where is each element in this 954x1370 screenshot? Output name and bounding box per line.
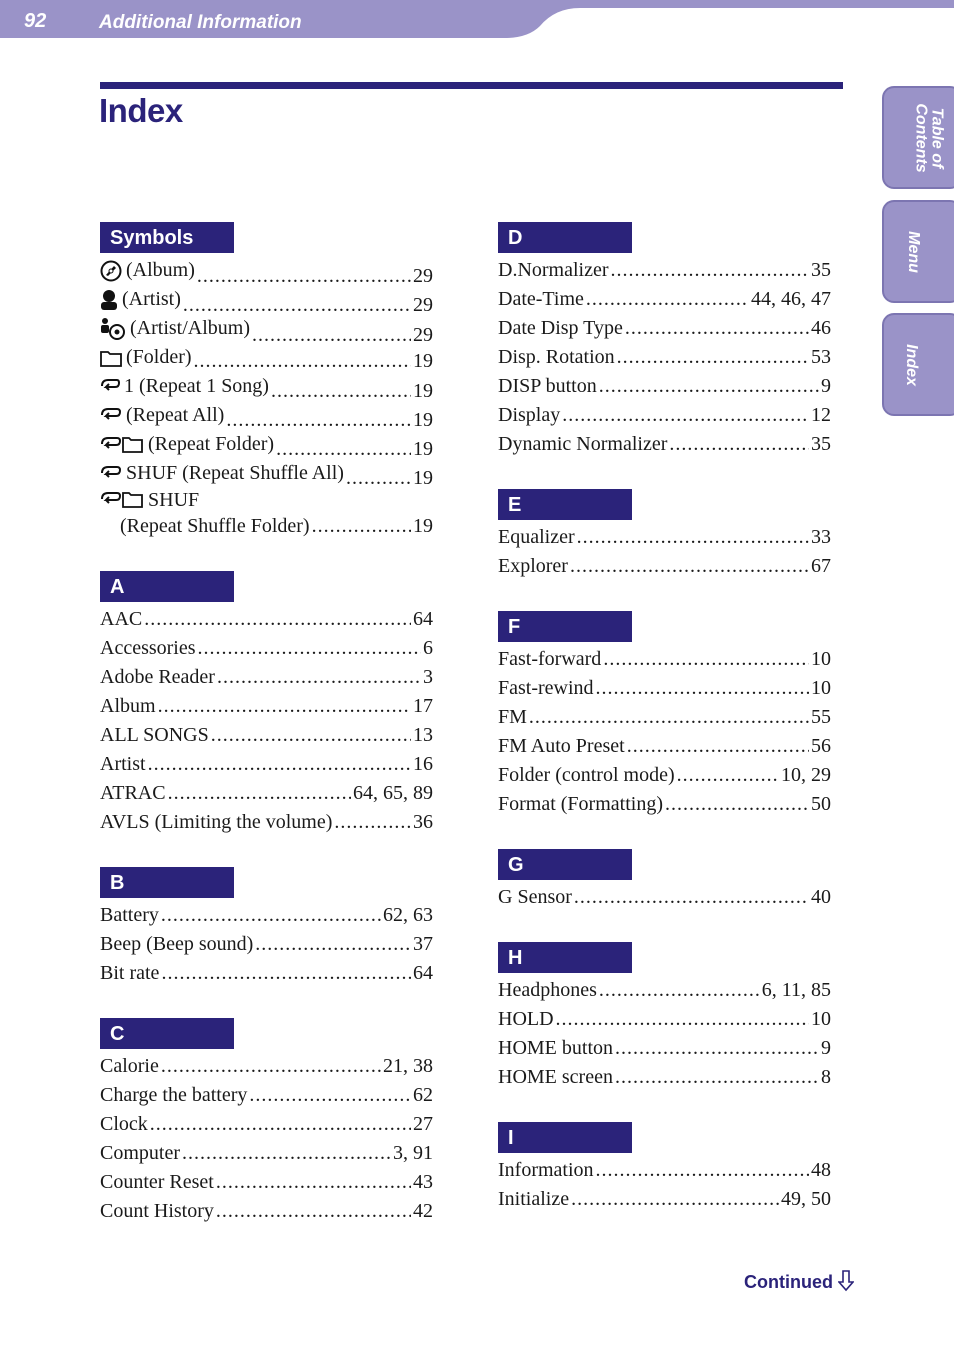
index-entry[interactable] (100, 1168, 433, 1197)
section-label: Additional Information (99, 12, 302, 33)
dot-leader (627, 732, 809, 761)
index-entry[interactable] (498, 285, 831, 314)
dot-leader (617, 343, 809, 372)
index-term: SHUF (148, 489, 200, 511)
page-reference[interactable]: 44, 46, 47 (751, 288, 831, 310)
dot-leader (574, 883, 809, 912)
index-entry[interactable] (498, 883, 831, 912)
page-reference[interactable]: 62 (413, 1084, 433, 1106)
index-term: (Repeat All) (126, 404, 225, 426)
index-entry[interactable] (498, 761, 831, 790)
index-term: Initialize (498, 1188, 570, 1210)
page-reference[interactable]: 56 (811, 735, 831, 757)
index-term: Adobe Reader (100, 666, 215, 688)
index-section-c (100, 1018, 433, 1226)
index-term: HOME screen (498, 1066, 613, 1088)
index-entry[interactable] (100, 459, 433, 488)
page-reference[interactable]: 12 (811, 404, 831, 426)
index-letter-header: H (498, 942, 632, 973)
page-reference[interactable]: 33 (811, 526, 831, 548)
page-reference[interactable]: 19 (413, 379, 433, 402)
dot-leader (625, 314, 809, 343)
index-term: Date-Time (498, 288, 584, 310)
dot-leader (197, 262, 411, 291)
index-entry[interactable] (100, 808, 433, 837)
dot-leader (211, 721, 411, 750)
page-reference[interactable]: 3, 91 (393, 1142, 433, 1164)
page-reference[interactable]: 64, 65, 89 (353, 782, 433, 804)
index-term: AAC (100, 608, 143, 630)
index-term: Beep (Beep sound) (100, 933, 254, 955)
page-reference[interactable]: 27 (413, 1113, 433, 1135)
repeat-one-icon (100, 377, 120, 397)
page-reference[interactable]: 9 (821, 1037, 831, 1059)
index-term: ALL SONGS (100, 724, 209, 746)
index-entry[interactable] (100, 779, 433, 808)
index-letter-header: B (100, 867, 234, 898)
index-entry[interactable] (100, 1110, 433, 1139)
dot-leader (255, 930, 411, 959)
index-term: Information (498, 1159, 594, 1181)
index-term: Fast-rewind (498, 677, 594, 699)
repeat-shuffle-icon (100, 464, 122, 484)
index-letter-header: Symbols (100, 222, 234, 253)
index-entry[interactable] (498, 256, 831, 285)
index-column-right (498, 222, 831, 1244)
index-term: HOME button (498, 1037, 613, 1059)
index-term: Bit rate (100, 962, 160, 984)
page-reference[interactable]: 19 (413, 408, 433, 431)
index-section-f (498, 611, 831, 819)
dot-leader (570, 552, 809, 581)
continued-label: Continued (744, 1272, 833, 1292)
dot-leader (161, 901, 381, 930)
page-title: Index (99, 92, 183, 129)
page-reference[interactable]: 8 (821, 1066, 831, 1088)
dot-leader (571, 1185, 779, 1214)
dot-leader (562, 401, 809, 430)
index-letter-header: E (498, 489, 632, 520)
page-reference[interactable]: 10, 29 (781, 764, 831, 786)
index-entry[interactable] (100, 1081, 433, 1110)
index-entry[interactable] (498, 523, 831, 552)
page-reference[interactable]: 17 (413, 695, 433, 717)
index-term: Computer (100, 1142, 180, 1164)
dot-leader (556, 1005, 809, 1034)
index-entry[interactable] (100, 512, 433, 541)
index-entry[interactable] (100, 401, 433, 430)
dot-leader (161, 1052, 381, 1081)
index-term: Count History (100, 1200, 214, 1222)
index-term: (Artist) (122, 288, 181, 310)
dot-leader (182, 1139, 391, 1168)
index-term: Charge the battery (100, 1084, 248, 1106)
index-term: Headphones (498, 979, 597, 1001)
page-reference[interactable]: 53 (811, 346, 831, 368)
index-term: Clock (100, 1113, 148, 1135)
index-entry[interactable] (100, 1197, 433, 1226)
index-section-d (498, 222, 831, 459)
index-entry[interactable] (498, 1034, 831, 1063)
dot-leader (596, 674, 809, 703)
index-letter-header: F (498, 611, 632, 642)
dot-leader (217, 663, 421, 692)
dot-leader (529, 703, 809, 732)
index-letter-header: A (100, 571, 234, 602)
artist-icon (100, 289, 118, 311)
page-reference[interactable]: 64 (413, 608, 433, 630)
folder-icon (100, 349, 122, 367)
index-letter-header: C (100, 1018, 234, 1049)
index-entry[interactable] (100, 721, 433, 750)
index-term: SHUF (Repeat Shuffle All) (126, 462, 344, 484)
index-entry[interactable] (100, 930, 433, 959)
page-reference[interactable]: 13 (413, 724, 433, 746)
page-reference[interactable]: 46 (811, 317, 831, 339)
dot-leader (615, 1063, 819, 1092)
index-term: (Album) (126, 259, 195, 281)
index-entry[interactable] (100, 959, 433, 988)
index-entry[interactable] (100, 1052, 433, 1081)
index-entry[interactable] (100, 663, 433, 692)
tab-index[interactable] (882, 313, 954, 416)
page-reference[interactable]: 43 (413, 1171, 433, 1193)
page-reference[interactable]: 36 (413, 811, 433, 833)
index-entry[interactable] (498, 343, 831, 372)
index-term: Folder (control mode) (498, 764, 675, 786)
arrow-down-icon (838, 1270, 854, 1292)
page-reference[interactable]: 9 (821, 375, 831, 397)
page-reference[interactable]: 55 (811, 706, 831, 728)
index-entry[interactable] (498, 372, 831, 401)
index-term: Date Disp Type (498, 317, 623, 339)
dot-leader (271, 377, 411, 406)
page-number: 92 (24, 10, 47, 32)
page-reference[interactable]: 35 (811, 259, 831, 281)
index-term: AVLS (Limiting the volume) (100, 811, 333, 833)
page-reference[interactable]: 10 (811, 1008, 831, 1030)
page-reference[interactable]: 42 (413, 1200, 433, 1222)
dot-leader (312, 512, 411, 541)
tab-table-of-contents[interactable] (882, 86, 954, 189)
index-term: Counter Reset (100, 1171, 214, 1193)
page-reference[interactable]: 19 (413, 515, 433, 537)
page-reference[interactable]: 35 (811, 433, 831, 455)
dot-leader (158, 692, 411, 721)
page-reference[interactable]: 67 (811, 555, 831, 577)
index-entry[interactable] (498, 976, 831, 1005)
index-entry[interactable] (498, 1185, 831, 1214)
index-entry[interactable] (498, 314, 831, 343)
page-reference[interactable]: 29 (413, 264, 433, 287)
dot-leader (665, 790, 809, 819)
index-term: Explorer (498, 555, 568, 577)
dot-leader (615, 1034, 819, 1063)
index-section-b (100, 867, 433, 988)
index-entry[interactable] (498, 732, 831, 761)
dot-leader (161, 959, 411, 988)
index-entry[interactable] (498, 401, 831, 430)
page-reference[interactable]: 6 (423, 637, 433, 659)
dot-leader (599, 976, 760, 1005)
dot-leader (677, 761, 779, 790)
tab-table-of-contents-label: Table of Contents (912, 102, 946, 173)
index-entry[interactable] (100, 430, 433, 459)
index-entry[interactable] (100, 750, 433, 779)
index-entry[interactable] (100, 1139, 433, 1168)
repeat-all-icon (100, 406, 122, 426)
index-term: FM Auto Preset (498, 735, 625, 757)
index-entry[interactable] (498, 1005, 831, 1034)
repeat-folder-icon (100, 435, 144, 455)
dot-leader (150, 1110, 411, 1139)
tab-menu[interactable] (882, 200, 954, 303)
continued-note (744, 1270, 854, 1293)
index-term: (Repeat Folder) (148, 433, 275, 455)
dot-leader (586, 285, 749, 314)
page-reference[interactable]: 10 (811, 648, 831, 670)
index-entry[interactable] (498, 430, 831, 459)
index-section-h (498, 942, 831, 1092)
index-term: Display (498, 404, 561, 426)
page-reference[interactable]: 29 (413, 323, 433, 346)
page-reference[interactable]: 29 (413, 293, 433, 316)
page-reference[interactable]: 19 (413, 349, 433, 372)
page-reference[interactable]: 19 (413, 437, 433, 460)
dot-leader (198, 634, 421, 663)
dot-leader (334, 808, 411, 837)
index-term: Accessories (100, 637, 196, 659)
index-entry[interactable] (498, 703, 831, 732)
page-reference[interactable]: 48 (811, 1159, 831, 1181)
dot-leader (346, 464, 411, 493)
title-rule (100, 82, 843, 89)
page-reference[interactable]: 49, 50 (781, 1188, 831, 1210)
page-reference[interactable]: 3 (423, 666, 433, 688)
index-letter-header: D (498, 222, 632, 253)
index-entry[interactable] (498, 645, 831, 674)
page-reference[interactable]: 50 (811, 793, 831, 815)
index-section-e (498, 489, 831, 581)
index-term: (Folder) (126, 346, 192, 368)
album-icon (100, 260, 122, 282)
dot-leader (216, 1168, 411, 1197)
index-term: Artist (100, 753, 146, 775)
index-entry[interactable] (498, 790, 831, 819)
dot-leader (596, 1156, 809, 1185)
index-section-a (100, 571, 433, 837)
index-term: (Artist/Album) (130, 317, 250, 339)
index-entry[interactable] (100, 343, 433, 372)
index-column-left (100, 222, 433, 1256)
page-reference[interactable]: 62, 63 (383, 904, 433, 926)
index-term: 1 (Repeat 1 Song) (124, 375, 269, 397)
index-entry[interactable] (100, 605, 433, 634)
index-section-g (498, 849, 831, 912)
page-reference[interactable]: 16 (413, 753, 433, 775)
index-entry[interactable] (100, 901, 433, 930)
dot-leader (599, 372, 819, 401)
tab-index-label: Index (902, 343, 920, 386)
dot-leader (168, 779, 351, 808)
index-term: Format (Formatting) (498, 793, 663, 815)
index-entry[interactable] (498, 1063, 831, 1092)
dot-leader (148, 750, 411, 779)
index-entry[interactable] (100, 634, 433, 663)
index-entry[interactable] (100, 692, 433, 721)
index-term: FM (498, 706, 527, 728)
index-entry[interactable] (100, 256, 433, 285)
index-term: Calorie (100, 1055, 159, 1077)
page-reference[interactable]: 6, 11, 85 (761, 979, 831, 1001)
index-term: HOLD (498, 1008, 554, 1030)
index-term: D.Normalizer (498, 259, 609, 281)
dot-leader (669, 430, 809, 459)
index-term: (Repeat Shuffle Folder) (120, 515, 310, 537)
page-reference[interactable]: 40 (811, 886, 831, 908)
index-section-i (498, 1122, 831, 1214)
dot-leader (249, 1081, 411, 1110)
index-term: Album (100, 695, 156, 717)
index-letter-header: I (498, 1122, 632, 1153)
page-reference[interactable]: 19 (413, 466, 433, 489)
dot-leader (216, 1197, 411, 1226)
dot-leader (611, 256, 809, 285)
dot-leader (144, 605, 411, 634)
index-term: Fast-forward (498, 648, 602, 670)
index-entry[interactable] (498, 1156, 831, 1185)
index-term: G Sensor (498, 886, 572, 908)
repeat-shuffle-folder-icon (100, 490, 144, 510)
index-entry[interactable] (498, 674, 831, 703)
dot-leader (252, 321, 411, 350)
tab-menu-label: Menu (904, 230, 922, 273)
index-term: ATRAC (100, 782, 166, 804)
index-term: Equalizer (498, 526, 575, 548)
dot-leader (603, 645, 809, 674)
index-term: Battery (100, 904, 159, 926)
index-letter-header: G (498, 849, 632, 880)
index-section-symbols (100, 222, 433, 541)
index-term: Disp. Rotation (498, 346, 615, 368)
artist-album-icon (100, 317, 126, 341)
page-reference[interactable]: 21, 38 (383, 1055, 433, 1077)
index-term: Dynamic Normalizer (498, 433, 668, 455)
dot-leader (577, 523, 809, 552)
index-entry[interactable] (100, 372, 433, 401)
index-entry[interactable] (498, 552, 831, 581)
page-reference[interactable]: 64 (413, 962, 433, 984)
page-reference[interactable]: 10 (811, 677, 831, 699)
index-term: DISP button (498, 375, 597, 397)
page-reference[interactable]: 37 (413, 933, 433, 955)
